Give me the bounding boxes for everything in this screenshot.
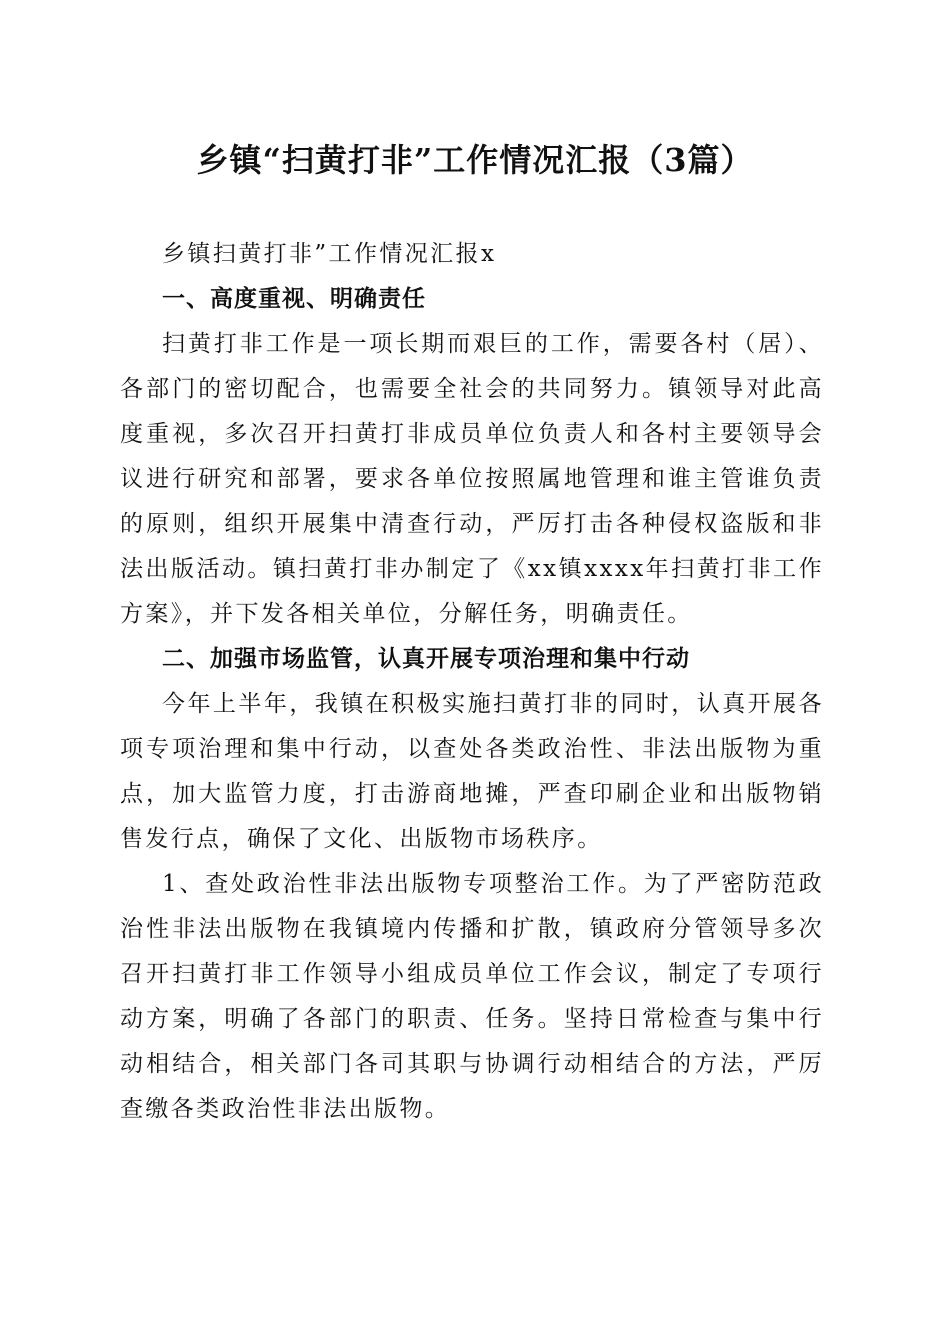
document-title: 乡镇“扫黄打非”工作情况汇报（3篇）	[196, 141, 754, 179]
body-paragraph: 扫黄打非工作是一项长期而艰巨的工作，需要各村（居）、各部门的密切配合，也需要全社会的共同努力。镇领导对此高度重视，多次召开扫黄打非成员单位负责人和各村主要领导会议进行研究和部署，要求各单位按照属地管理和谁主管谁负责的原则，组织开展集中清查行动，严厉打击各种侵权盗版和非法出版活动。镇扫黄打非办制定了《xx镇xxxx年扫黄打非工作方案》，并下发各相关单位，分解任务，明确责任。	[120, 331, 824, 627]
section-2	[120, 637, 824, 1132]
body-paragraph: 1、查处政治性非法出版物专项整治工作。为了严密防范政治性非法出版物在我镇境内传播和扩散，镇政府分管领导多次召开扫黄打非工作领导小组成员单位工作会议，制定了专项行动方案，明确了各部门的职责、任务。坚持日常检查与集中行动相结合，相关部门各司其职与协调行动相结合的方法，严厉查缴各类政治性非法出版物。	[120, 871, 824, 1122]
document-body	[120, 232, 824, 1132]
document-subtitle: 乡镇扫黄打非”工作情况汇报x	[162, 241, 497, 267]
section-heading: 二、加强市场监管，认真开展专项治理和集中行动	[162, 646, 690, 672]
body-paragraph: 今年上半年，我镇在积极实施扫黄打非的同时，认真开展各项专项治理和集中行动，以查处各类政治性、非法出版物为重点，加大监管力度，打击游商地摊，严查印刷企业和出版物销售发行点，确保了文化、出版物市场秩序。	[120, 691, 824, 852]
section-1	[120, 277, 824, 637]
section-heading: 一、高度重视、明确责任	[162, 286, 426, 312]
